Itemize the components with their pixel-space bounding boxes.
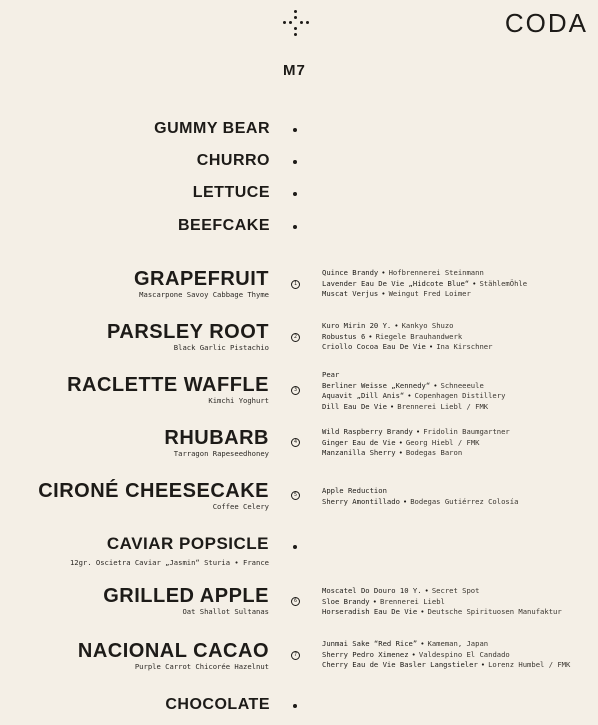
pairing-list bbox=[322, 268, 527, 300]
pairing-line: Pear bbox=[322, 370, 340, 379]
bullet-icon bbox=[293, 704, 297, 708]
course-title: NACIONAL CACAO bbox=[77, 640, 269, 662]
pairing-list bbox=[322, 370, 505, 412]
pairing-list bbox=[322, 639, 570, 671]
menu-item-gummy-bear: GUMMY BEAR bbox=[154, 120, 270, 137]
course-subtitle: Purple Carrot Chicorée Hazelnut bbox=[134, 662, 269, 671]
course-title: GRILLED APPLE bbox=[103, 585, 269, 607]
pairing-line: Apple Reduction bbox=[322, 486, 387, 495]
bullet-icon bbox=[293, 545, 297, 549]
course-subtitle: Coffee Celery bbox=[212, 502, 269, 511]
pairing-line: Quince Brandy • Hofbrennerei Steinmann bbox=[322, 268, 484, 277]
pairing-line: Horseradish Eau De Vie • Deutsche Spirituosen Manufaktur bbox=[322, 607, 562, 616]
bullet-icon bbox=[293, 192, 297, 196]
pairing-list bbox=[322, 486, 518, 507]
pairing-line: Junmai Sake “Red Rice” • Kameman, Japan bbox=[322, 639, 489, 648]
course-subtitle: Mascarpone Savoy Cabbage Thyme bbox=[139, 290, 269, 299]
menu-item-lettuce: LETTUCE bbox=[192, 184, 270, 201]
pairing-line: Robustus 6 • Riegele Brauhandwerk bbox=[322, 331, 463, 341]
pairing-line: Sherry Amontillado • Bodegas Gutiérrez Colosía bbox=[322, 496, 519, 506]
course-title: CAVIAR POPSICLE bbox=[106, 534, 269, 553]
course-number-badge: 5 bbox=[291, 491, 300, 500]
course-subtitle: Black Garlic Pistachio bbox=[173, 343, 269, 352]
course-grilled-apple bbox=[103, 585, 269, 616]
pairing-line: Wild Raspberry Brandy • Fridolin Baumgartner bbox=[322, 427, 510, 436]
pairing-list bbox=[322, 586, 562, 618]
menu-item-chocolate: CHOCOLATE bbox=[165, 696, 270, 713]
brand-logo: CODA bbox=[504, 8, 588, 38]
course-cirone-cheesecake bbox=[38, 480, 269, 511]
course-number-badge: 2 bbox=[291, 333, 300, 342]
course-subtitle: Tarragon Rapeseedhoney bbox=[173, 449, 269, 458]
bullet-icon bbox=[293, 160, 297, 164]
bullet-icon bbox=[293, 128, 297, 132]
pairing-line: Ginger Eau de Vie • Georg Hiebl / FMK bbox=[322, 437, 480, 447]
pairing-list bbox=[322, 427, 510, 459]
course-grapefruit bbox=[134, 268, 269, 299]
menu-code: M7 bbox=[283, 62, 306, 79]
pairing-line: Manzanilla Sherry • Bodegas Baron bbox=[322, 448, 463, 457]
pairing-line: Aquavit „Dill Anis“ • Copenhagen Distillery bbox=[322, 391, 506, 400]
course-title: RACLETTE WAFFLE bbox=[67, 374, 269, 396]
pairing-list bbox=[322, 321, 492, 353]
course-parsley-root bbox=[107, 321, 269, 352]
course-rhubarb bbox=[164, 427, 269, 458]
pairing-line: Sherry Pedro Ximenez • Valdespino El Candado bbox=[322, 649, 510, 659]
course-title: GRAPEFRUIT bbox=[134, 268, 269, 290]
course-title: PARSLEY ROOT bbox=[107, 321, 269, 343]
pairing-line: Kuro Mirin 20 Y. • Kankyo Shuzo bbox=[322, 321, 454, 330]
course-title: CIRONÉ CHEESECAKE bbox=[38, 480, 269, 502]
course-number-badge: 4 bbox=[291, 438, 300, 447]
pairing-line: Moscatel Do Douro 10 Y. • Secret Spot bbox=[322, 586, 480, 595]
bullet-icon bbox=[293, 225, 297, 229]
pairing-line: Sloe Brandy • Brennerei Liebl bbox=[322, 596, 445, 606]
pairing-line: Lavender Eau De Vie „Hidcote Blue“ • StählemÖhle bbox=[322, 278, 528, 288]
course-caviar-popsicle bbox=[70, 533, 269, 567]
course-nacional-cacao bbox=[78, 640, 269, 671]
course-raclette-waffle bbox=[67, 374, 269, 405]
pairing-line: Criollo Cocoa Eau De Vie • Ina Kirschner bbox=[322, 342, 493, 351]
pairing-line: Muscat Verjus • Weingut Fred Loimer bbox=[322, 289, 471, 298]
menu-item-churro: CHURRO bbox=[196, 152, 270, 169]
menu-item-beefcake: BEEFCAKE bbox=[177, 217, 270, 234]
course-number-badge: 7 bbox=[291, 651, 300, 660]
course-subtitle: 12gr. Oscietra Caviar „Jasmin“ Sturia • France bbox=[69, 558, 269, 567]
course-title: RHUBARB bbox=[164, 427, 269, 449]
pairing-line: Dill Eau De Vie • Brennerei Liebl / FMK bbox=[322, 401, 489, 411]
pairing-line: Berliner Weisse „Kennedy“ • Schneeeule bbox=[322, 380, 484, 390]
course-number-badge: 6 bbox=[291, 597, 300, 606]
course-number-badge: 3 bbox=[291, 386, 300, 395]
course-subtitle: Kimchi Yoghurt bbox=[208, 396, 269, 405]
course-subtitle: Oat Shallot Sultanas bbox=[182, 607, 269, 616]
dot-cross-icon bbox=[283, 10, 309, 36]
course-number-badge: 1 bbox=[291, 280, 300, 289]
pairing-line: Cherry Eau de Vie Basler Langstieler • Lorenz Humbel / FMK bbox=[322, 660, 571, 669]
